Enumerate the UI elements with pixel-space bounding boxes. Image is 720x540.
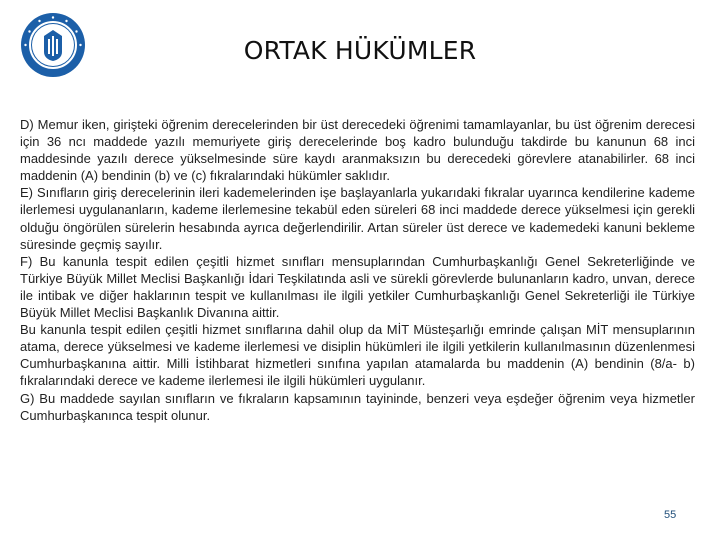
paragraph-mit: Bu kanunla tespit edilen çeşitli hizmet sınıflarına dahil olup da MİT Müsteşarlığı emrinde çalışan MİT mensuplarının atama, derece yükselmesi ve kademe ilerlemesi ve disiplin hükümleri ile ilgili yetkilerin kullanılmasının düzenlenmesi Cumhurbaşkanına aittir. Milli İstihbarat hizmetleri sınıfına yapılan atamalarda bu maddenin (A) bendinin (8/a- b) fıkralarındaki derece ve kademe ilerlemesi ile ilgili hükümleri uygulanır. (20, 322, 695, 389)
page-number: 55 (664, 509, 677, 521)
paragraph-e: E) Sınıfların giriş derecelerinin ileri kademelerinden işe başlayanlarla yukarıdaki fıkralar uyarınca kendilerine kademe ilerlemesi uygulananların, kademe ilerlemesine tekabül eden süreleri 68 inci maddede derece yükselmesi için gerekli olduğu öngörülen sürelerin hesabında ayrıca değerlendirilir. Artan süreler üst derece ve kademedeki kanuni bekleme süresinde geçmiş sayılır. (20, 185, 695, 252)
paragraph-d: D) Memur iken, girişteki öğrenim derecelerinden bir üst derecedeki öğrenimi tamamlayanlar, bu üst öğrenim derecesi için 36 ncı maddede yazılı memuriyete giriş derecelerinde boş kadro bulunduğu takdirde bu kanunun 68 inci maddesinde yazılı derece yükselmesinde süre kaydı aranmaksızın bu derecedeki görevlere atanabilirler. 68 inci maddenin (A) bendinin (b) ve (c) fıkralarındaki hükümler saklıdır. (20, 117, 695, 184)
paragraph-f: F) Bu kanunla tespit edilen çeşitli hizmet sınıfları mensuplarından Cumhurbaşkanlığı Genel Sekreterliğinde ve Türkiye Büyük Millet Meclisi Başkanlığı İdari Teşkilatında asli ve sürekli görevlerde bulunanların kadro, unvan, derece ile intibak ve diğer haklarının tespit ve kullanılması ile ilgili yetkiler Cumhurbaşkanlığı Genel Sekreterliği ile Türkiye Büyük Millet Meclisi Başkanlık Divanına aittir. (20, 253, 695, 321)
body-text (20, 116, 695, 424)
page-title: ORTAK HÜKÜMLER (243, 36, 477, 65)
paragraph-g: G) Bu maddede sayılan sınıfların ve fıkraların kapsamının tayininde, benzeri veya eşdeğer öğrenim veya hizmetler Cumhurbaşkanınca tespit olunur. (20, 390, 695, 423)
